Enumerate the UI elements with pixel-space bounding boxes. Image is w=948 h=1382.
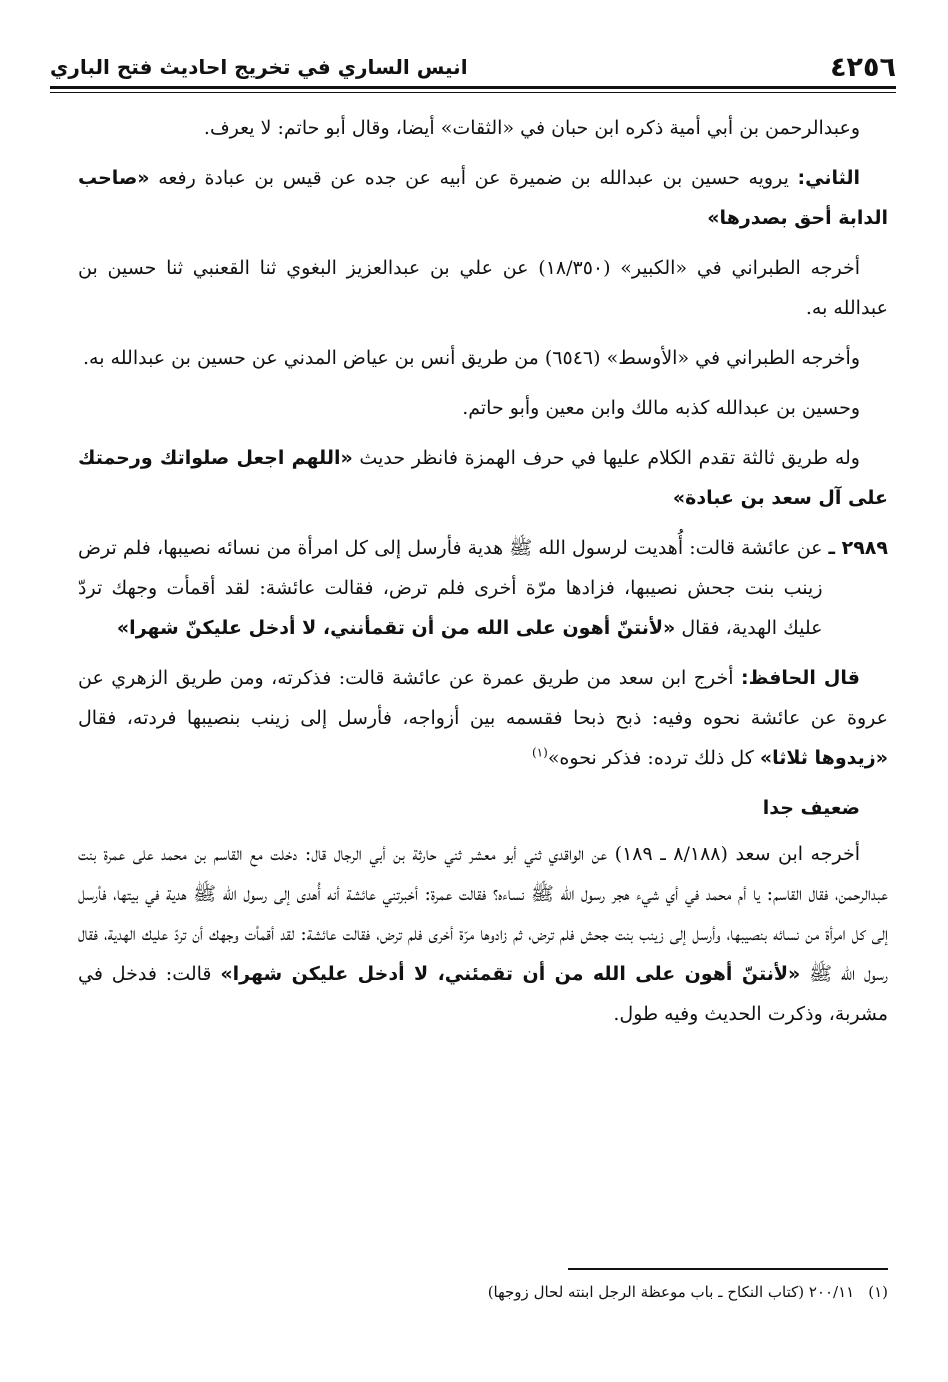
grade-heading: ضعيف جدا [762, 797, 860, 819]
header-rule-thin [50, 92, 896, 93]
section-label: قال الحافظ: [741, 667, 860, 689]
footnote-ref: (١) [531, 745, 548, 760]
page-number: ٤٢٥٦ [830, 51, 896, 83]
footnote-marker: (١) [868, 1283, 888, 1301]
paragraph-7: قال الحافظ: أخرج ابن سعد من طريق عمرة عن عائشة قالت: فذكرته، ومن طريق الزهري عن عروة عن عائشة نحوه وفيه: ذبح ذبحا فقسمه بين أزواجه، فأرسل إلى زينب بنصيبها فردته، فقال «زيدوها ثلاثا» كل ذلك ترده: فذكر نحوه»$^{(١)}$ [78, 667, 888, 769]
paragraph-4: وأخرجه الطبراني في «الأوسط» (٦٥٤٦) من طريق أنس بن عياض المدني عن حسين بن عبدالله به. [83, 347, 860, 369]
hadith-quote: «صاحب الدابة أحق بصدرها» [78, 167, 888, 229]
hadith-quote: «لأنتنّ أهون على الله من أن تقمأنني، لا أدخل عليكنّ شهرا» [116, 617, 676, 639]
footnote-rule [568, 1268, 888, 1270]
footnote [78, 1278, 888, 1306]
hadith-quote: «اللهم اجعل صلواتك ورحمتك على آل سعد بن عبادة» [78, 447, 888, 509]
hadith-number: ٢٩٨٩ ـ [828, 537, 888, 559]
paragraph-3: أخرجه الطبراني في «الكبير» (١٨/٣٥٠) عن علي بن عبدالعزيز البغوي ثنا القعنبي ثنا حسين بن عبدالله به. [78, 257, 888, 319]
section-label: الثاني: [797, 167, 860, 189]
paragraph-1: وعبدالرحمن بن أبي أمية ذكره ابن حبان في «الثقات» أيضا، وقال أبو حاتم: لا يعرف. [203, 117, 860, 139]
page-body [78, 108, 888, 1044]
hadith-quote: «لأنتنّ أهون على الله من أن تقمئني، لا أدخل عليكن شهرا» [220, 963, 801, 985]
hadith-text: عن عائشة قالت: أُهديت لرسول الله ﷺ هدية فأرسل إلى كل امرأة من نسائه نصيبها، فلم ترض زينب بنت جحش نصيبها، فزادها مرّة أخرى فلم ترض، فقالت عائشة: لقد أقمأت وجهك تردّ عليك الهدية، فقال «لأنتنّ أهون على الله من أن تقمأنني، لا أدخل عليكنّ شهرا» [78, 537, 823, 639]
paragraph-5: وحسين بن عبدالله كذبه مالك وابن معين وأبو حاتم. [462, 397, 860, 419]
hadith-entry [78, 528, 888, 648]
header-rule [50, 86, 896, 89]
paragraph-6: وله طريق ثالثة تقدم الكلام عليها في حرف الهمزة فانظر حديث «اللهم اجعل صلواتك ورحمتك على آل سعد بن عبادة» [78, 447, 888, 509]
paragraph-8: أخرجه ابن سعد (٨/١٨٨ ـ ١٨٩) عن الواقدي ثني أبو معشر ثني حارثة بن أبي الرجال قال: دخلت مع القاسم بن محمد على عمرة بنت عبدالرحمن، فقال القاسم: يا أم محمد في أي شيء هجر رسول الله ﷺ نساءه؟ فقالت عمرة: أخبرتني عائشة أنه أُهدى إلى رسول الله ﷺ هدية في بيتها، فأرسل إلى كل امرأة من نسائه بنصيبها، وأرسل إلى زينب بنت جحش فلم ترض، ثم زادوها مرّة أخرى فلم ترض، فقالت عائشة: لقد أقمأت وجهك أن تردّ عليك الهدية، فقال رسول الله ﷺ «لأنتنّ أهون على الله من أن تقمئني، لا أدخل عليكن شهرا» قالت: فدخل في مشربة، وذكرت الحديث وفيه طول. [78, 843, 888, 1025]
page-header [50, 48, 896, 86]
footnote-text: ٢٠٠/١١ (كتاب النكاح ـ باب موعظة الرجل ابنته لحال زوجها) [487, 1283, 855, 1301]
hadith-quote: «زيدوها ثلاثا» [759, 747, 888, 769]
book-title: انيس الساري في تخريج احاديث فتح الباري [50, 55, 468, 79]
paragraph-2: الثاني: يرويه حسين بن عبدالله بن ضميرة عن أبيه عن جده عن قيس بن عبادة رفعه «صاحب الدابة أحق بصدرها» [78, 167, 888, 229]
